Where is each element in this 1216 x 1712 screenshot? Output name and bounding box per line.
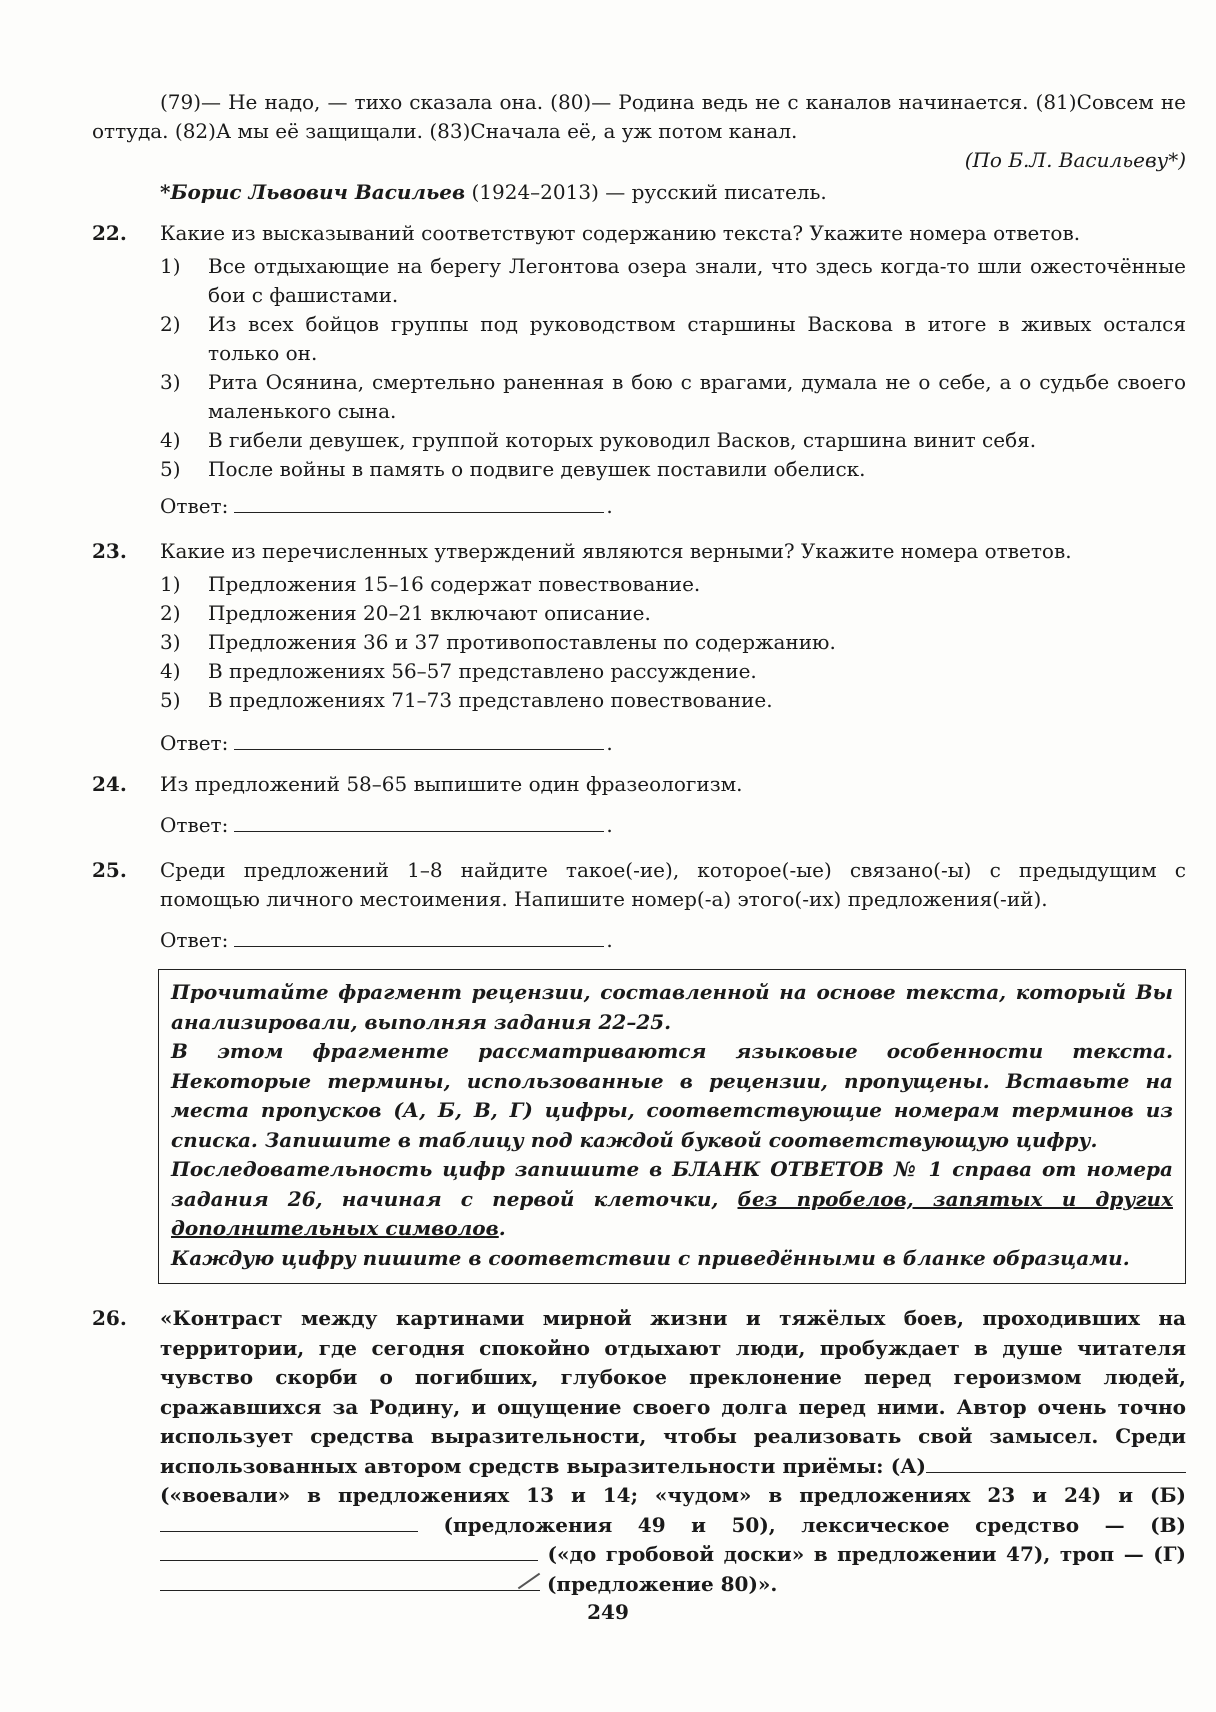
- answer-label: Ответ:: [160, 731, 229, 755]
- option-item: [160, 657, 1186, 686]
- option-number: 4): [160, 659, 181, 683]
- task-number: 23.: [92, 539, 127, 563]
- answer-label: Ответ:: [160, 928, 229, 952]
- answer-row: [160, 490, 1186, 521]
- option-item: [160, 252, 1186, 310]
- review-segment: («воевали» в предложениях 13 и 14; «чудом» в предложениях 23 и 24) и (Б): [160, 1483, 1186, 1507]
- review-segment: (предложение 80)».: [540, 1571, 778, 1596]
- blank-v[interactable]: [160, 1540, 538, 1561]
- instruction-paragraph: Каждую цифру пишите в соответствии с приведёнными в бланке образцами.: [171, 1245, 1130, 1270]
- task-question: Какие из перечисленных утверждений являются верными? Укажите номера ответов.: [160, 539, 1072, 563]
- task-question: Какие из высказываний соответствуют содержанию текста? Укажите номера ответов.: [160, 221, 1081, 245]
- task-number: 25.: [92, 858, 127, 882]
- option-text: Из всех бойцов группы под руководством старшины Васкова в итоге в живых остался только он.: [208, 312, 1186, 365]
- option-item: [160, 368, 1186, 426]
- answer-label: Ответ:: [160, 813, 229, 837]
- attribution: (По Б.Л. Васильеву*): [964, 148, 1186, 172]
- option-text: Все отдыхающие на берегу Легонтова озера знали, что здесь когда-то шли ожесточённые бои с фашистами.: [208, 254, 1186, 307]
- option-number: 1): [160, 254, 181, 278]
- option-item: [160, 310, 1186, 368]
- option-text: Предложения 15–16 содержат повествование.: [208, 572, 701, 596]
- option-item: [160, 628, 1186, 657]
- answer-end: .: [606, 928, 613, 952]
- review-text: [160, 1304, 1186, 1599]
- option-text: Предложения 36 и 37 противопоставлены по содержанию.: [208, 630, 836, 654]
- option-text: В предложениях 56–57 представлено рассуждение.: [208, 659, 757, 683]
- instruction-paragraph: Прочитайте фрагмент рецензии, составленной на основе текста, который Вы анализировали, выполняя задания 22–25.: [171, 980, 1173, 1034]
- answer-end: .: [606, 731, 613, 755]
- task-number: 22.: [92, 221, 127, 245]
- review-segment: («до гробовой доски» в предложении 47), троп — (Г): [538, 1542, 1186, 1566]
- instruction-underlined: без пробелов, запятых и других дополнительных символов: [171, 1186, 1173, 1240]
- option-number: 4): [160, 428, 181, 452]
- option-number: 5): [160, 688, 181, 712]
- option-number: 2): [160, 601, 181, 625]
- option-number: 1): [160, 572, 181, 596]
- blank-a[interactable]: [926, 1452, 1186, 1473]
- option-text: Предложения 20–21 включают описание.: [208, 601, 651, 625]
- option-item: [160, 455, 1186, 484]
- task-25: [92, 856, 1186, 955]
- answer-row: [160, 924, 1186, 955]
- option-item: [160, 426, 1186, 455]
- option-list: [160, 570, 1186, 715]
- instruction-paragraph: [171, 1155, 1173, 1244]
- answer-field[interactable]: [234, 924, 604, 947]
- answer-field[interactable]: [234, 727, 604, 750]
- instruction-text: Последовательность цифр запишите в БЛАНК ОТВЕТОВ № 1 справа от номера задания 26, начиная с первой клеточки,: [171, 1157, 1173, 1211]
- option-number: 5): [160, 457, 181, 481]
- instruction-text: .: [498, 1216, 506, 1240]
- option-text: После войны в память о подвиге девушек поставили обелиск.: [208, 457, 866, 481]
- option-number: 3): [160, 370, 181, 394]
- footnote-author: *Борис Львович Васильев: [160, 180, 466, 204]
- blank-b[interactable]: [160, 1511, 418, 1532]
- option-list: [160, 252, 1186, 484]
- instruction-paragraph: В этом фрагменте рассматриваются языковые особенности текста. Некоторые термины, использованные в рецензии, пропущены. Вставьте на места пропусков (А, Б, В, Г) цифры, соответствующие номерам терминов из списка. Запишите в таблицу под каждой буквой соответствующую цифру.: [171, 1039, 1173, 1152]
- option-text: Рита Осянина, смертельно раненная в бою с врагами, думала не о себе, а о судьбе своего маленького сына.: [208, 370, 1186, 423]
- page: [92, 88, 1186, 1599]
- option-item: [160, 686, 1186, 715]
- answer-row: [160, 727, 1186, 758]
- option-text: В предложениях 71–73 представлено повествование.: [208, 688, 773, 712]
- task-question: Из предложений 58–65 выпишите один фразеологизм.: [160, 772, 743, 796]
- task-22: [92, 219, 1186, 521]
- task-number: 26.: [92, 1306, 127, 1330]
- blank-g[interactable]: [160, 1570, 540, 1591]
- intro-text: (79)— Не надо, — тихо сказала она. (80)— Родина ведь не с каналов начинается. (81)Совсем не оттуда. (82)А мы её защищали. (83)Сначала её, а уж потом канал.: [92, 90, 1186, 143]
- answer-label: Ответ:: [160, 494, 229, 518]
- task-23: [92, 537, 1186, 758]
- review-segment: «Контраст между картинами мирной жизни и тяжёлых боев, проходивших на территории, где сегодня спокойно отдыхают люди, пробуждает в душе читателя чувство скорби о погибших, глубокое преклонение перед героизмом людей, сражавшихся за Родину, и ощущение своего долга перед ними. Автор очень точно использует средства выразительности, чтобы реализовать свой замысел. Среди использованных автором средств выразительности приёмы: (А): [160, 1306, 1186, 1478]
- option-number: 2): [160, 312, 181, 336]
- task-number: 24.: [92, 772, 127, 796]
- option-number: 3): [160, 630, 181, 654]
- option-item: [160, 570, 1186, 599]
- footnote-rest: (1924–2013) — русский писатель.: [465, 180, 827, 204]
- footnote: [92, 178, 1186, 207]
- page-number: 249: [587, 1600, 629, 1624]
- task-question: Среди предложений 1–8 найдите такое(-ие), которое(-ые) связано(-ы) с предыдущим с помощью личного местоимения. Напишите номер(-а) этого(-их) предложения(-ий).: [160, 858, 1186, 911]
- review-segment: (предложения 49 и 50), лексическое средство — (В): [418, 1512, 1186, 1537]
- answer-row: [160, 809, 1186, 840]
- task-26: [92, 1304, 1186, 1599]
- answer-field[interactable]: [234, 809, 604, 832]
- instruction-box: [158, 969, 1186, 1284]
- answer-field[interactable]: [234, 490, 604, 513]
- option-text: В гибели девушек, группой которых руководил Васков, старшина винит себя.: [208, 428, 1037, 452]
- answer-end: .: [606, 813, 613, 837]
- task-24: [92, 770, 1186, 840]
- answer-end: .: [606, 494, 613, 518]
- option-item: [160, 599, 1186, 628]
